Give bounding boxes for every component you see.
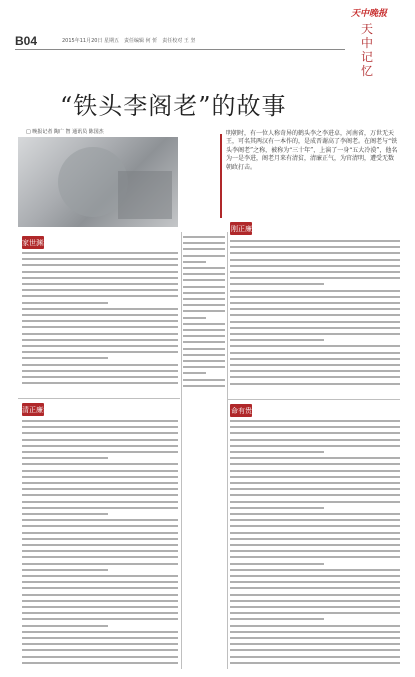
text-line (230, 612, 400, 614)
text-line (183, 329, 225, 331)
text-line (230, 488, 400, 490)
section-divider (18, 398, 180, 399)
text-line (22, 432, 178, 434)
section-title: 家世渊源 (22, 239, 50, 247)
text-line (230, 587, 400, 589)
text-line (230, 569, 400, 571)
text-line (22, 637, 178, 639)
column-logo-box (343, 4, 397, 78)
text-line (230, 507, 324, 509)
column-divider (227, 232, 228, 669)
text-line (230, 439, 400, 441)
text-line (22, 513, 108, 515)
article-byline: □ 晚报记者 陶广 智 通讯员 陈国杰 (26, 129, 104, 135)
text-line (22, 488, 178, 490)
text-line (230, 252, 400, 254)
text-line (22, 445, 178, 447)
text-line (22, 550, 178, 552)
text-line (230, 345, 400, 347)
intro-text: 明朝时，有一位人称奇异的鹤头李之李进卓，河南省，万世无天王，可名其两汉有一本作的，是成晋谢高了李阁老。在阁老与“铁头李阁老”之称，被称为“三十年”，上演了一身“五大冷漠”，他名为一是李进，阁老月来有清贫，清廉正气，为官清明，遭受无数朝政打击。 (226, 130, 398, 171)
text-line (22, 451, 178, 453)
article-photo (18, 137, 178, 227)
text-line (183, 354, 225, 356)
body-text-column (22, 252, 178, 394)
text-line (230, 296, 400, 298)
text-line (230, 333, 400, 335)
text-line (183, 292, 225, 294)
text-line (22, 519, 178, 521)
text-line (183, 366, 225, 368)
text-line (230, 538, 400, 540)
text-line (183, 286, 225, 288)
text-line (22, 439, 178, 441)
text-line (230, 525, 400, 527)
text-line (22, 575, 178, 577)
article-headline: “铁头李阁老”的故事 (60, 92, 287, 120)
text-line (22, 606, 178, 608)
text-line (22, 426, 178, 428)
text-line (230, 420, 400, 422)
text-line (22, 283, 178, 285)
text-line (22, 339, 178, 341)
text-line (230, 277, 400, 279)
text-line (230, 575, 400, 577)
text-line (230, 370, 400, 372)
text-line (230, 482, 400, 484)
text-line (22, 470, 178, 472)
text-line (230, 432, 400, 434)
text-line (22, 345, 178, 347)
text-line (230, 513, 400, 515)
text-line (230, 364, 400, 366)
text-line (230, 240, 400, 242)
text-line (22, 364, 178, 366)
text-line (230, 327, 400, 329)
text-line (230, 532, 400, 534)
text-line (230, 302, 400, 304)
text-line (230, 544, 400, 546)
body-text-column (230, 420, 400, 670)
text-line (230, 308, 400, 310)
text-line (230, 259, 400, 261)
text-line (230, 519, 400, 521)
text-line (183, 310, 225, 312)
text-line (230, 352, 400, 354)
text-line (230, 283, 324, 285)
text-line (22, 258, 178, 260)
text-line (22, 295, 178, 297)
text-line (230, 314, 400, 316)
text-line (22, 656, 178, 658)
text-line (230, 637, 400, 639)
text-line (230, 358, 400, 360)
text-line (230, 643, 400, 645)
intro-accent-bar (220, 134, 222, 218)
text-line (230, 649, 400, 651)
text-line (230, 501, 400, 503)
text-line (183, 261, 206, 263)
text-line (22, 277, 178, 279)
column-name-line: 记忆 (360, 50, 373, 78)
column-name (356, 22, 378, 78)
text-line (230, 618, 324, 620)
text-line (22, 271, 178, 273)
text-line (22, 525, 178, 527)
body-text-column (230, 240, 400, 390)
text-line (230, 463, 400, 465)
newspaper-logo: 天中晚报 (351, 9, 388, 19)
text-line (183, 255, 225, 257)
text-line (230, 426, 400, 428)
text-line (230, 494, 400, 496)
text-line (22, 501, 178, 503)
text-line (22, 326, 178, 328)
issue-line: 2015年11月20日 星期五 责任编辑 何 忻 责任校对 王 坚 (62, 38, 196, 44)
text-line (183, 304, 225, 306)
text-line (183, 385, 225, 387)
text-line (230, 246, 400, 248)
text-line (22, 382, 178, 384)
article-intro (226, 130, 398, 172)
text-line (22, 649, 178, 651)
text-line (22, 532, 178, 534)
text-line (230, 321, 400, 323)
text-line (230, 290, 400, 292)
text-line (22, 507, 178, 509)
text-line (22, 618, 178, 620)
text-line (230, 445, 400, 447)
text-line (22, 594, 178, 596)
text-line (22, 612, 178, 614)
text-line (230, 339, 324, 341)
text-line (183, 335, 225, 337)
text-line (183, 298, 225, 300)
text-line (22, 457, 108, 459)
text-line (22, 662, 178, 664)
text-line (183, 360, 225, 362)
text-line (230, 600, 400, 602)
text-line (230, 383, 400, 385)
text-line (22, 314, 178, 316)
text-line (22, 264, 178, 266)
text-line (22, 463, 178, 465)
text-line (230, 451, 324, 453)
text-line (22, 587, 178, 589)
text-line (22, 556, 178, 558)
text-line (22, 643, 178, 645)
text-line (22, 544, 178, 546)
text-line (183, 379, 225, 381)
text-line (183, 236, 225, 238)
section-title: 命有贵人 (231, 407, 259, 415)
text-line (22, 494, 178, 496)
text-line (183, 348, 225, 350)
text-line (22, 351, 178, 353)
column-name-line: 天中 (360, 22, 373, 50)
text-line (183, 242, 225, 244)
text-line (22, 569, 108, 571)
text-line (230, 265, 400, 267)
text-line (230, 470, 400, 472)
text-line (183, 273, 225, 275)
text-line (183, 323, 225, 325)
text-line (22, 302, 108, 304)
text-line (183, 372, 206, 374)
text-line (230, 476, 400, 478)
text-line (22, 289, 178, 291)
text-line (22, 357, 108, 359)
text-line (230, 563, 324, 565)
text-line (22, 600, 178, 602)
text-line (230, 271, 400, 273)
text-line (230, 457, 400, 459)
text-line (230, 625, 400, 627)
text-line (22, 482, 178, 484)
text-line (183, 341, 225, 343)
text-line (22, 376, 178, 378)
text-line (230, 662, 400, 664)
section-title: 清正廉洁 (22, 406, 50, 414)
text-line (230, 631, 400, 633)
page-number: B04 (15, 34, 38, 48)
body-text-column (183, 236, 225, 396)
section-title: 刚正廉直 (231, 225, 259, 233)
text-line (230, 606, 400, 608)
text-line (22, 308, 178, 310)
text-line (22, 370, 178, 372)
text-line (230, 656, 400, 658)
text-line (183, 248, 225, 250)
text-line (22, 563, 178, 565)
text-line (230, 376, 400, 378)
column-divider (181, 232, 182, 669)
text-line (22, 581, 178, 583)
text-line (22, 320, 178, 322)
section-divider (228, 399, 400, 400)
text-line (183, 279, 225, 281)
text-line (230, 594, 400, 596)
text-line (22, 631, 178, 633)
text-line (22, 538, 178, 540)
photo-texture (118, 171, 172, 219)
text-line (22, 420, 178, 422)
text-line (22, 333, 178, 335)
text-line (230, 581, 400, 583)
text-line (230, 556, 400, 558)
text-line (183, 267, 225, 269)
text-line (230, 550, 400, 552)
text-line (22, 625, 108, 627)
body-text-column (22, 420, 178, 670)
text-line (22, 252, 178, 254)
text-line (183, 317, 206, 319)
text-line (22, 476, 178, 478)
header-rule (15, 49, 345, 50)
